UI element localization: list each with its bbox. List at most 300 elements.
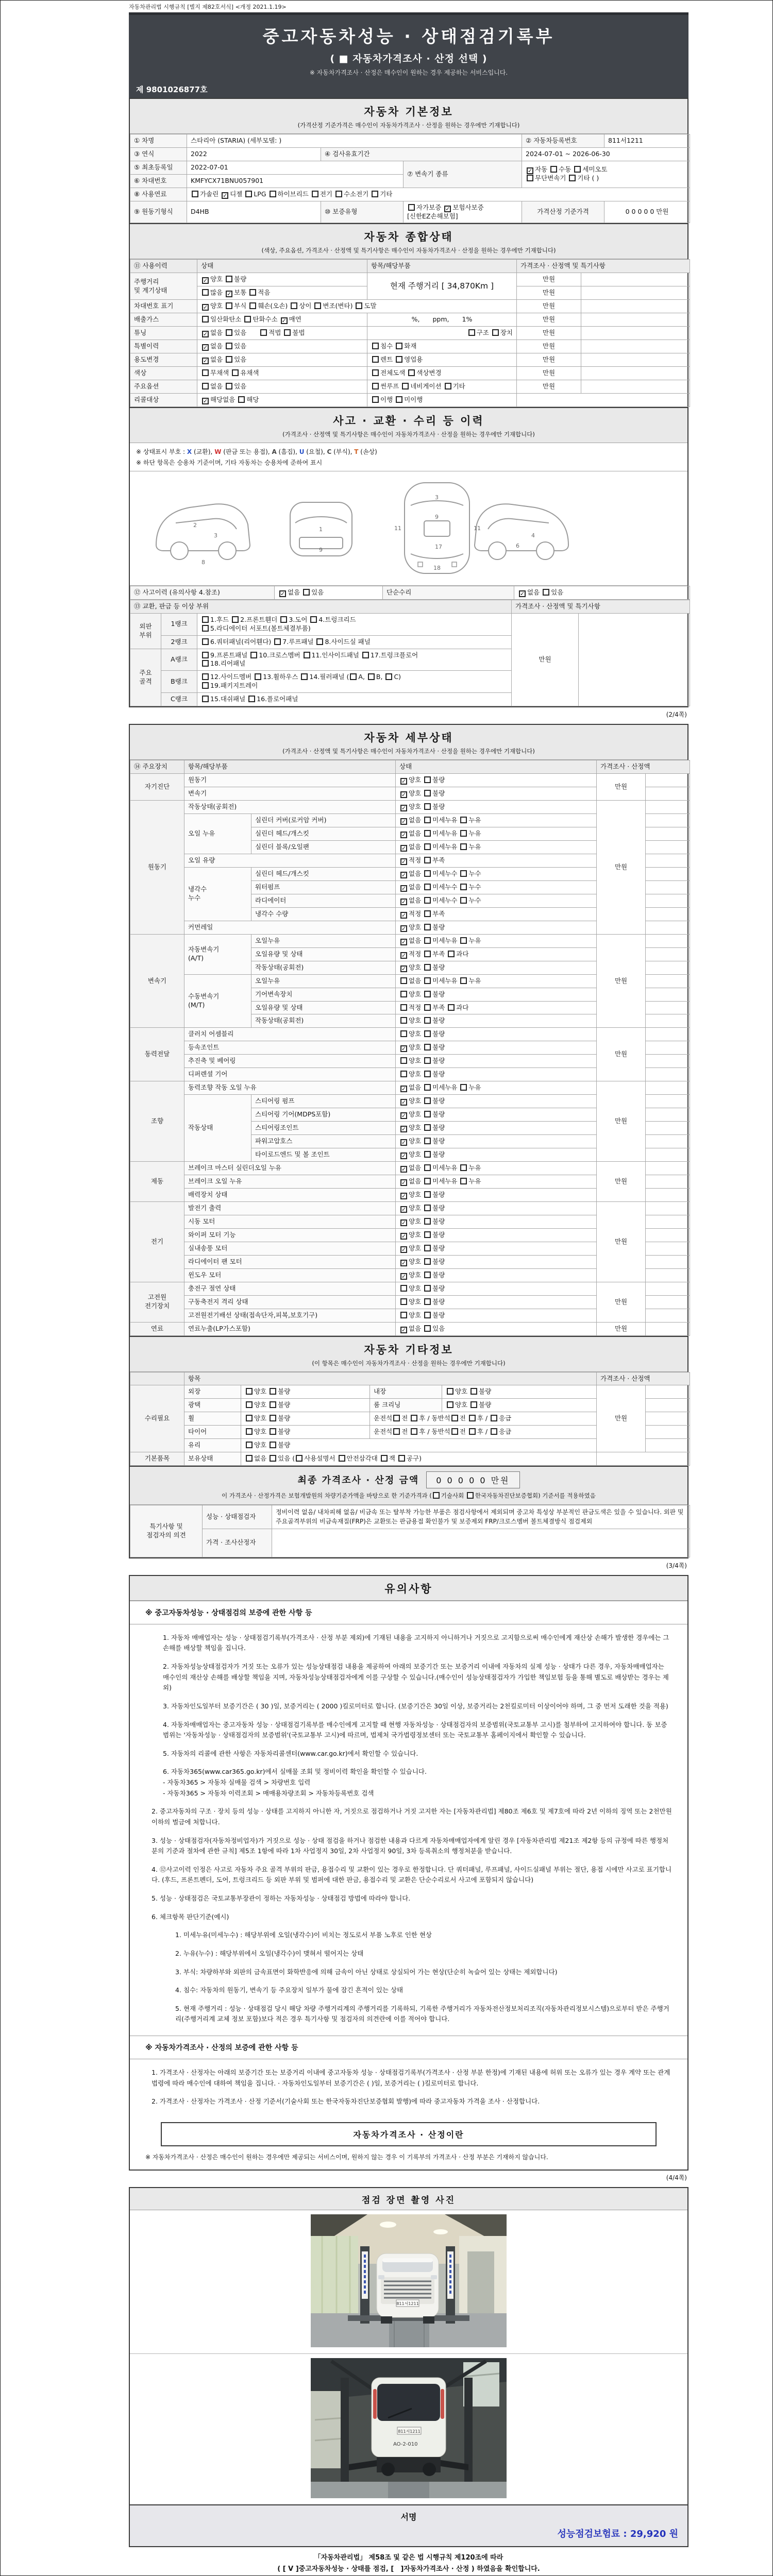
checkbox-unchecked-icon (303, 589, 310, 596)
cell: 만원 (517, 367, 581, 380)
checkbox-checked-icon: ✓ (401, 952, 407, 959)
cell: ✓ 양호 불량 (396, 1215, 597, 1228)
checkbox-checked-icon: ✓ (401, 1246, 407, 1253)
checkbox-unchecked-icon (246, 1428, 253, 1435)
cell: 만원 (517, 327, 581, 340)
section-subtitle: (가격조사 · 산정액 및 특기사항은 매수인이 자동차가격조사 · 산정을 원하는 경우에만 기재합니다) (282, 747, 535, 755)
cell: ✓ 양호 불량 (396, 1148, 597, 1161)
table-row (130, 380, 690, 394)
diagram-panel-number: 6 (516, 543, 519, 549)
cell: ✓ 없음 있음 (197, 353, 367, 367)
cell: 특별이력 (130, 340, 197, 353)
cell: 보유상태 (184, 1452, 241, 1465)
checkbox-unchecked-icon (246, 1455, 253, 1462)
cell: 동력전달 (130, 1028, 184, 1081)
cell: 실내송풍 모터 (184, 1242, 396, 1255)
cell: 양호 불량 (396, 988, 597, 1001)
cell: 배출가스 (130, 313, 197, 327)
cell: ✓ 없음 있음 (197, 340, 367, 353)
checkbox-unchecked-icon (260, 329, 267, 336)
notices-group-header: ※ 자동차가격조사 · 산정의 보증에 관한 사항 등 (130, 2036, 687, 2059)
cell: ✓ 해당없음 해당 (197, 394, 367, 407)
checkbox-unchecked-icon (400, 1017, 407, 1024)
overall-condition-section (129, 223, 688, 408)
cell: 브레이크 오일 누유 (184, 1175, 396, 1188)
status-code-letter: X (187, 448, 192, 455)
checkbox-unchecked-icon (424, 977, 431, 984)
status-code-letter: A (272, 448, 277, 455)
cell: 실린더 헤드/개스킷 (251, 867, 396, 880)
cell: 침수 화재 (367, 340, 517, 353)
checkbox-checked-icon: ✓ (401, 791, 407, 798)
cell: ✓ 양호 불량 (197, 273, 367, 286)
checkbox-unchecked-icon (274, 638, 281, 645)
cell (646, 1242, 690, 1255)
table-row (130, 273, 690, 286)
cell (581, 353, 690, 367)
cell: ✓ 양호 불량 (396, 1228, 597, 1242)
cell: 가격조사 · 산정액 (597, 760, 690, 773)
cell: 스티어링조인트 (251, 1121, 396, 1134)
cell: 라디에이터 (251, 894, 396, 907)
checkbox-unchecked-icon (447, 1401, 453, 1408)
cell: 충전구 절연 상태 (184, 1282, 396, 1295)
cell: 현재 주행거리 [ 34,870Km ] (367, 273, 517, 300)
checkbox-unchecked-icon (460, 937, 467, 944)
cell: 없음 있음 ( 사용설명서 안전삼각대 잭 공구) (241, 1452, 597, 1465)
confirmation-line-2: ( [ V ]중고자동차성능 · 상태를 점검, [ ]자동차가격조사 · 산정 ) 하였음을 확인합니다. (277, 2565, 540, 2573)
checkbox-unchecked-icon (226, 356, 232, 363)
cell: 냉각수 누수 (184, 867, 251, 921)
legend-note-text: (부식), (331, 448, 355, 455)
cell: 만원 (597, 1201, 646, 1282)
checkbox-unchecked-icon (249, 302, 256, 309)
checkbox-unchecked-icon (411, 1415, 417, 1421)
cell: 9.프론트패널 10.크로스멤버 11.인사이드패널 17.트렁크플로어 18.리어패널 (197, 649, 512, 671)
cell: 양호 불량 (396, 1028, 597, 1041)
checkbox-unchecked-icon (424, 1044, 431, 1050)
cell (646, 1399, 690, 1412)
cell: 적정 부족 과다 (396, 1001, 597, 1014)
checkbox-checked-icon: ✓ (401, 1098, 407, 1106)
checkbox-checked-icon: ✓ (401, 1085, 407, 1092)
cell: 주요 골격 (130, 649, 161, 706)
cell: 실린더 블록/오일팬 (251, 840, 396, 854)
confirmation-statement (129, 2552, 688, 2575)
cell: 주요옵션 (130, 380, 197, 394)
cell (646, 961, 690, 974)
checkbox-unchecked-icon (226, 383, 232, 389)
cell: 스타리아 (STARIA) (세부모델: ) (187, 134, 522, 148)
cell: 등속조인트 (184, 1041, 396, 1055)
checkbox-unchecked-icon (411, 1428, 417, 1435)
cell: ⑧ 사용연료 (130, 188, 187, 201)
table-row (130, 201, 690, 223)
checkbox-unchecked-icon (398, 1455, 405, 1462)
checkbox-unchecked-icon (202, 652, 209, 658)
legend-note-text: (교환), (192, 448, 215, 455)
checkbox-unchecked-icon (270, 1428, 276, 1435)
checkbox-unchecked-icon (424, 1298, 431, 1305)
checkbox-unchecked-icon (460, 1178, 467, 1184)
cell: 상태 (396, 760, 597, 773)
checkbox-unchecked-icon (202, 673, 209, 680)
checkbox-unchecked-icon (424, 910, 431, 917)
checkbox-unchecked-icon (301, 673, 308, 680)
checkbox-unchecked-icon (270, 1401, 276, 1408)
section-header (130, 224, 687, 259)
cell: 파워고압호스 (251, 1134, 396, 1148)
final-price-label: 최종 가격조사 · 산정 금액 (297, 1475, 419, 1486)
checkbox-unchecked-icon (381, 1455, 388, 1462)
checkbox-unchecked-icon (270, 191, 276, 197)
cell (646, 773, 690, 787)
notice-paragraph: 1. 가격조사 · 산정자는 아래의 보증기간 또는 보증거리 이내에 중고자동차 성능 · 상태점검기록부(가격조사 · 산정 부분 한정)에 기재된 내용에 허위 또는 오류가 있는 경우 계약 또는 관계법령에 따라 매수인에 대하여 책임을 집니다. · 자동차인도일부터 보증기간은 ( )일, 보증거리는 ( )킬로미터로 합니다. (152, 2069, 670, 2087)
cell (646, 854, 690, 867)
signature-section (129, 2504, 688, 2547)
checkbox-checked-icon: ✓ (280, 590, 285, 597)
final-price-amount: 0 0 0 0 0 만원 (426, 1471, 519, 1488)
notice-paragraph: 2. 자동차성능상태점검자가 거짓 또는 오류가 있는 성능상태점검 내용을 제공하여 아래의 보증기간 또는 보증거리 이내에 자동차의 실제 성능 · 상태가 다른 경우, 자동차매매업자는 매수인의 재산상 손해를 배상할 책임을 지며, 자동차성능상태점검자에게 이를 구상할 수 있습니다.(매수인이 성능상태점검자가 가입한 책임보험 등을 통해 별도로 배상받는 경우는 제외) (163, 1663, 669, 1692)
legend-note-text: (요철), (304, 448, 327, 455)
title-option: ( ■ 자동차가격조사 · 산정 선택 ) (330, 53, 488, 64)
checkbox-checked-icon: ✓ (203, 398, 208, 404)
checkbox-unchecked-icon (304, 652, 310, 658)
photo-inspection-marking: AO-2-010 (393, 2441, 418, 2447)
checkbox-unchecked-icon (238, 396, 245, 403)
checkbox-checked-icon: ✓ (401, 871, 407, 878)
checkbox-unchecked-icon (246, 1442, 253, 1448)
cell: ✓ 양호 불량 (396, 800, 597, 814)
cell: ✓ 양호 불량 (396, 1041, 597, 1055)
cell: ✓ 없음 있음 (275, 586, 383, 600)
checkbox-unchecked-icon (226, 343, 232, 349)
cell (581, 313, 690, 327)
cell: 만원 (517, 353, 581, 367)
checkbox-unchecked-icon (400, 1312, 407, 1318)
cell: 양호 불량 (241, 1385, 370, 1399)
section-header (130, 408, 687, 443)
checkbox-unchecked-icon (445, 383, 451, 389)
cell: 작동상태(공회전) (184, 800, 396, 814)
notice-paragraph: 1. 자동차 매매업자는 성능 · 상태점검기록부(가격조사 · 산정 부분 제외)에 기재된 내용을 고지하지 아니하거나 거짓으로 고지함으로써 매수인에게 재산상 손해가 발생한 경우에는 그 손해를 배상할 책임을 집니다. (163, 1633, 669, 1652)
table-row (130, 327, 690, 340)
cell: 만원 (597, 1028, 646, 1081)
checkbox-unchecked-icon (202, 696, 209, 702)
inspection-photo-rear-underside (311, 2358, 507, 2498)
checkbox-checked-icon: ✓ (401, 898, 407, 905)
cell (646, 894, 690, 907)
cell: 디퍼렌셜 기어 (184, 1068, 396, 1081)
diagram-panel-number: 9 (319, 547, 323, 553)
cell: 실린더 헤드/개스킷 (251, 827, 396, 840)
cell: 무채색 유채색 (197, 367, 367, 380)
checkbox-unchecked-icon (232, 616, 239, 623)
checkbox-unchecked-icon (250, 652, 257, 658)
checkbox-checked-icon: ✓ (401, 1326, 407, 1333)
cell: 양호 불량 (396, 1282, 597, 1295)
vehicle-diagram (136, 476, 682, 581)
checkbox-unchecked-icon (451, 1415, 458, 1421)
cell (646, 1201, 690, 1215)
table-row (130, 934, 690, 947)
cell: 주행거리 및 계기상태 (130, 273, 197, 300)
checkbox-unchecked-icon (291, 302, 297, 309)
section-header (130, 725, 687, 760)
checkbox-checked-icon: ✓ (401, 1112, 407, 1119)
notice-paragraph: 5. 자동차의 리콜에 관한 사항은 자동차리콜센터(www.car.go.kr)에서 확인할 수 있습니다. (163, 1749, 418, 1757)
checkbox-unchecked-icon (424, 1017, 431, 1024)
cell: ✓ 없음 미세누유 누유 (396, 934, 597, 947)
checkbox-unchecked-icon (400, 1004, 407, 1011)
cell: ✓ 없음 미세누유 누유 (396, 1161, 597, 1175)
checkbox-unchecked-icon (335, 191, 342, 197)
diagram-panel-number: 3 (214, 532, 217, 539)
section-subtitle: (가격산정 기준가격은 매수인이 자동차가격조사 · 산정을 원하는 경우에만 기재합니다) (297, 122, 520, 129)
cell: 오일누유 (251, 974, 396, 988)
checkbox-unchecked-icon (202, 316, 209, 323)
cell (517, 394, 690, 407)
diagram-panel-number: 1 (319, 526, 323, 533)
checkbox-unchecked-icon (232, 369, 239, 376)
cell: 외장 (184, 1385, 241, 1399)
cell: 운전석 전 후 / 동반석 전 후 / 응급 (370, 1426, 597, 1439)
table-row (130, 1028, 690, 1041)
checkbox-unchecked-icon (470, 1401, 477, 1408)
cell: ⑪ 사용이력 (130, 260, 197, 273)
cell: B랭크 (161, 671, 197, 693)
cell: 렌트 영업용 (367, 353, 517, 367)
notice-paragraph: 3. 부식: 차량하부와 외판의 금속표면이 화학반응에 의해 금속이 아닌 상태로 상실되어 가는 현상(단순히 녹슬어 있는 상태는 제외합니다) (175, 1968, 558, 1976)
cell: 차대번호 표기 (130, 300, 197, 313)
checkbox-unchecked-icon (424, 924, 431, 930)
checkbox-unchecked-icon (424, 937, 431, 944)
cell: ✓ 없음 있음 (514, 586, 690, 600)
cell (646, 1055, 690, 1068)
photos-header (130, 2188, 687, 2210)
checkbox-unchecked-icon (202, 638, 209, 645)
cell (597, 1452, 690, 1465)
checkbox-unchecked-icon (372, 396, 379, 403)
checkbox-unchecked-icon (448, 951, 455, 957)
cell: 오일누유 (251, 934, 396, 947)
notice-paragraph: 5. 현재 주행거리 : 성능 · 상태점검 당시 해당 차량 주행거리계의 주행거리를 기록하되, 기록한 주행거리가 자동차전산정보처리조직(자동차관리정보시스템)으로부터 받은 주행거리(주행거리계 교체 정보 포함)보다 적은 경우 특기사항 및 점검자의 의견란에 이를 적어야 합니다. (175, 2004, 669, 2023)
cell: 만원 (597, 773, 646, 800)
checkbox-unchecked-icon (424, 1285, 431, 1292)
checkbox-unchecked-icon (226, 276, 232, 282)
cell: 고전원전기배선 상태(접속단자,피복,보호기구) (184, 1309, 396, 1322)
cell (581, 273, 690, 286)
checkbox-unchecked-icon (400, 1285, 407, 1292)
notice-paragraph: 6. 자동차365(www.car365.go.kr)에서 실매물 조회 및 정비이력 확인을 확인할 수 있습니다. - 자동차365 > 자동차 실매물 검색 > 차량번호 입력 - 자동차365 > 자동차 이력조회 > 매매용차량조회 > 자동차등록번호 검색 (163, 1768, 427, 1797)
section-header (130, 1337, 687, 1372)
checkbox-checked-icon: ✓ (401, 885, 407, 892)
detail-condition-section (129, 724, 688, 1337)
table-row (130, 353, 690, 367)
photo-license-plate: 811서1211 (398, 2429, 421, 2434)
cell: ✓ 양호 불량 (396, 1121, 597, 1134)
cell (581, 286, 690, 300)
cell: 상태 (197, 260, 367, 273)
photos-title: 점검 장면 촬영 사진 (361, 2195, 456, 2206)
cell: 연료누출(LP가스포함) (184, 1322, 396, 1335)
cell: 만원 (597, 1385, 646, 1452)
checkbox-checked-icon: ✓ (401, 1152, 407, 1159)
checkbox-checked-icon: ✓ (401, 1125, 407, 1132)
checkbox-unchecked-icon (424, 1084, 431, 1091)
status-code-letter: U (299, 448, 305, 455)
cell: ✓ 적정 부족 (396, 907, 597, 921)
cell: 단순수리 (383, 586, 514, 600)
panel-rank-table (130, 600, 690, 706)
checkbox-unchecked-icon (448, 1004, 455, 1011)
cell: 특기사항 및 점검자의 의견 (130, 1505, 203, 1557)
cell: 타이어 (184, 1426, 241, 1439)
cell (646, 1255, 690, 1268)
table-row (130, 1452, 690, 1465)
cell: 12.사이드멤버 13.휠하우스 14.필러패널 ( A, B, C) 19.패키지트레이 (197, 671, 512, 693)
notice-paragraph: 1. 미세누유(미세누수) : 해당부위에 오일(냉각수)이 비치는 정도로서 부품 노후로 인한 현상 (175, 1931, 432, 1939)
cell: ✓ 없음 미세누유 누유 (396, 1081, 597, 1094)
cell (646, 1175, 690, 1188)
cell: 0 0 0 0 0 만원 (604, 201, 690, 223)
cell (646, 1148, 690, 1161)
cell: 2022-07-01 (187, 161, 404, 174)
checkbox-unchecked-icon (372, 356, 379, 363)
cell: 가격조사 · 산정액 및 특기사항 (517, 260, 690, 273)
checkbox-unchecked-icon (400, 1030, 407, 1037)
checkbox-unchecked-icon (316, 638, 323, 645)
cell: 색상 (130, 367, 197, 380)
cell: 이행 미이행 (367, 394, 517, 407)
checkbox-checked-icon: ✓ (401, 1165, 407, 1173)
cell: ✓ 없음 미세누수 누수 (396, 867, 597, 880)
cell: ✓ 자동 수동 세미오토 무단변속기 기타 ( ) (522, 161, 690, 188)
cell: ✓ 양호 불량 (396, 1268, 597, 1282)
table-row (130, 394, 690, 407)
cell: ✓ 없음 미세누유 누유 (396, 840, 597, 854)
cell: 2랭크 (161, 635, 197, 649)
cell: 만원 (597, 934, 646, 1028)
cell: 시동 모터 (184, 1215, 396, 1228)
diagram-panel-number: 8 (201, 559, 205, 566)
checkbox-unchecked-icon (424, 964, 431, 971)
cell: 양호 불량 (396, 1309, 597, 1322)
notice-paragraph: 2. 가격조사 · 산정자는 가격조사 · 산정 기준서(기술사회 또는 한국자동차진단보증협회 발행)에 따라 중고자동차 가격을 조사 · 산정합니다. (152, 2097, 540, 2106)
checkbox-unchecked-icon (424, 1272, 431, 1278)
section-header (130, 99, 687, 134)
checkbox-unchecked-icon (460, 817, 467, 823)
cell: 만원 (517, 340, 581, 353)
checkbox-unchecked-icon (460, 897, 467, 904)
checkbox-unchecked-icon (372, 343, 379, 349)
cell (646, 787, 690, 800)
cell: 휠 (184, 1412, 241, 1426)
cell: A랭크 (161, 649, 197, 671)
cell (646, 1268, 690, 1282)
checkbox-unchecked-icon (424, 1030, 431, 1037)
checkbox-checked-icon: ✓ (401, 911, 407, 919)
section-title: 자동차 세부상태 (364, 731, 453, 744)
cell: 양호 불량 (396, 1295, 597, 1309)
section-subtitle: (가격조사 · 산정액 및 특기사항은 매수인이 자동차가격조사 · 산정을 원하는 경우에만 기재합니다) (282, 431, 535, 438)
checkbox-unchecked-icon (226, 329, 232, 336)
cell: 양호 불량 (241, 1438, 597, 1452)
checkbox-unchecked-icon (424, 1124, 431, 1131)
checkbox-unchecked-icon (226, 302, 232, 309)
cell: ✓ 양호 불량 (396, 1134, 597, 1148)
cell: 없음 있음 (197, 380, 367, 394)
cell (646, 1426, 690, 1439)
checkbox-checked-icon: ✓ (401, 777, 407, 785)
diagram-panel-number: 3 (435, 494, 439, 501)
signature-label: 서명 (400, 2512, 417, 2522)
cell: 룸 크리닝 (370, 1399, 442, 1412)
table-row (130, 600, 690, 614)
checkbox-unchecked-icon (372, 383, 379, 389)
table-row (130, 260, 690, 273)
cell: 만원 (597, 1322, 646, 1335)
cell: 만원 (517, 300, 581, 313)
cell (646, 921, 690, 934)
cell: 용도변경 (130, 353, 197, 367)
cell: ✓ 없음 미세누유 누유 (396, 827, 597, 840)
cell: 운전석 전 후 / 동반석 전 후 / 응급 (370, 1412, 597, 1426)
checkbox-unchecked-icon (408, 204, 415, 211)
cell: ① 차명 (130, 134, 187, 148)
cell: 2024-07-01 ~ 2026-06-30 (522, 147, 690, 161)
checkbox-unchecked-icon (246, 1388, 253, 1395)
checkbox-unchecked-icon (460, 1164, 467, 1171)
checkbox-checked-icon: ✓ (203, 304, 208, 311)
cell: ✓ 없음 미세누수 누수 (396, 894, 597, 907)
cell: 15.대쉬패널 16.플로어패널 (197, 693, 512, 706)
cell: 양호 불량 (442, 1385, 597, 1399)
checkbox-unchecked-icon (424, 857, 431, 863)
price-survey-definition-note: ※ 자동차가격조사 · 산정은 매수인이 원하는 경우에만 제공되는 서비스이며, 원하지 않는 경우 이 기록부의 가격조사 · 산정 부분은 기재하지 않습니다. (145, 2153, 548, 2161)
form-reference: 자동차관리법 시행규칙 [별지 제82호서식] <개정 2021.1.19> (129, 4, 287, 10)
cell: ✓ 양호 불량 (396, 921, 597, 934)
checkbox-unchecked-icon (424, 870, 431, 877)
cell: 외판 부위 (130, 613, 161, 649)
checkbox-checked-icon: ✓ (223, 192, 228, 199)
notice-paragraph: 3. 자동차인도일부터 보증기간은 ( 30 )일, 보증거리는 ( 2000 )킬로미터로 합니다. (보증기간은 30일 이상, 보증거리는 2천킬로미터 이상이어야 하며, 그 중 먼저 도래한 것을 적용) (163, 1702, 668, 1710)
cell: 가격조사 · 산정액 (597, 1372, 690, 1385)
checkbox-unchecked-icon (424, 991, 431, 997)
checkbox-unchecked-icon (424, 1071, 431, 1077)
checkbox-checked-icon: ✓ (401, 1179, 407, 1186)
cell: 변속기 (184, 787, 396, 800)
cell: ⑭ 주요장치 (130, 760, 184, 773)
cell: 811서1211 (604, 134, 690, 148)
cell (646, 1041, 690, 1055)
cell (646, 1412, 690, 1426)
checkbox-unchecked-icon (424, 817, 431, 823)
checkbox-unchecked-icon (424, 1057, 431, 1064)
checkbox-unchecked-icon (246, 1401, 253, 1408)
final-price-band (130, 1467, 687, 1505)
notice-paragraph: 6. 체크항목 판단기준(예시) (152, 1912, 229, 1921)
checkbox-unchecked-icon (470, 1388, 477, 1395)
document-number: 제 9801026877호 (136, 85, 208, 94)
checkbox-unchecked-icon (393, 1415, 400, 1421)
cell (130, 1372, 184, 1385)
table-row (130, 1505, 690, 1529)
cell: 항목 (184, 1372, 597, 1385)
final-price-note: 이 가격조사 · 산정가격은 보험개발원의 차량기준가액을 바탕으로 한 기준가격과 ( 기술사회 한국자동차진단보증협회) 기준서를 적용하였음 (222, 1492, 596, 1499)
checkbox-unchecked-icon (424, 1231, 431, 1238)
checkbox-unchecked-icon (424, 830, 431, 837)
